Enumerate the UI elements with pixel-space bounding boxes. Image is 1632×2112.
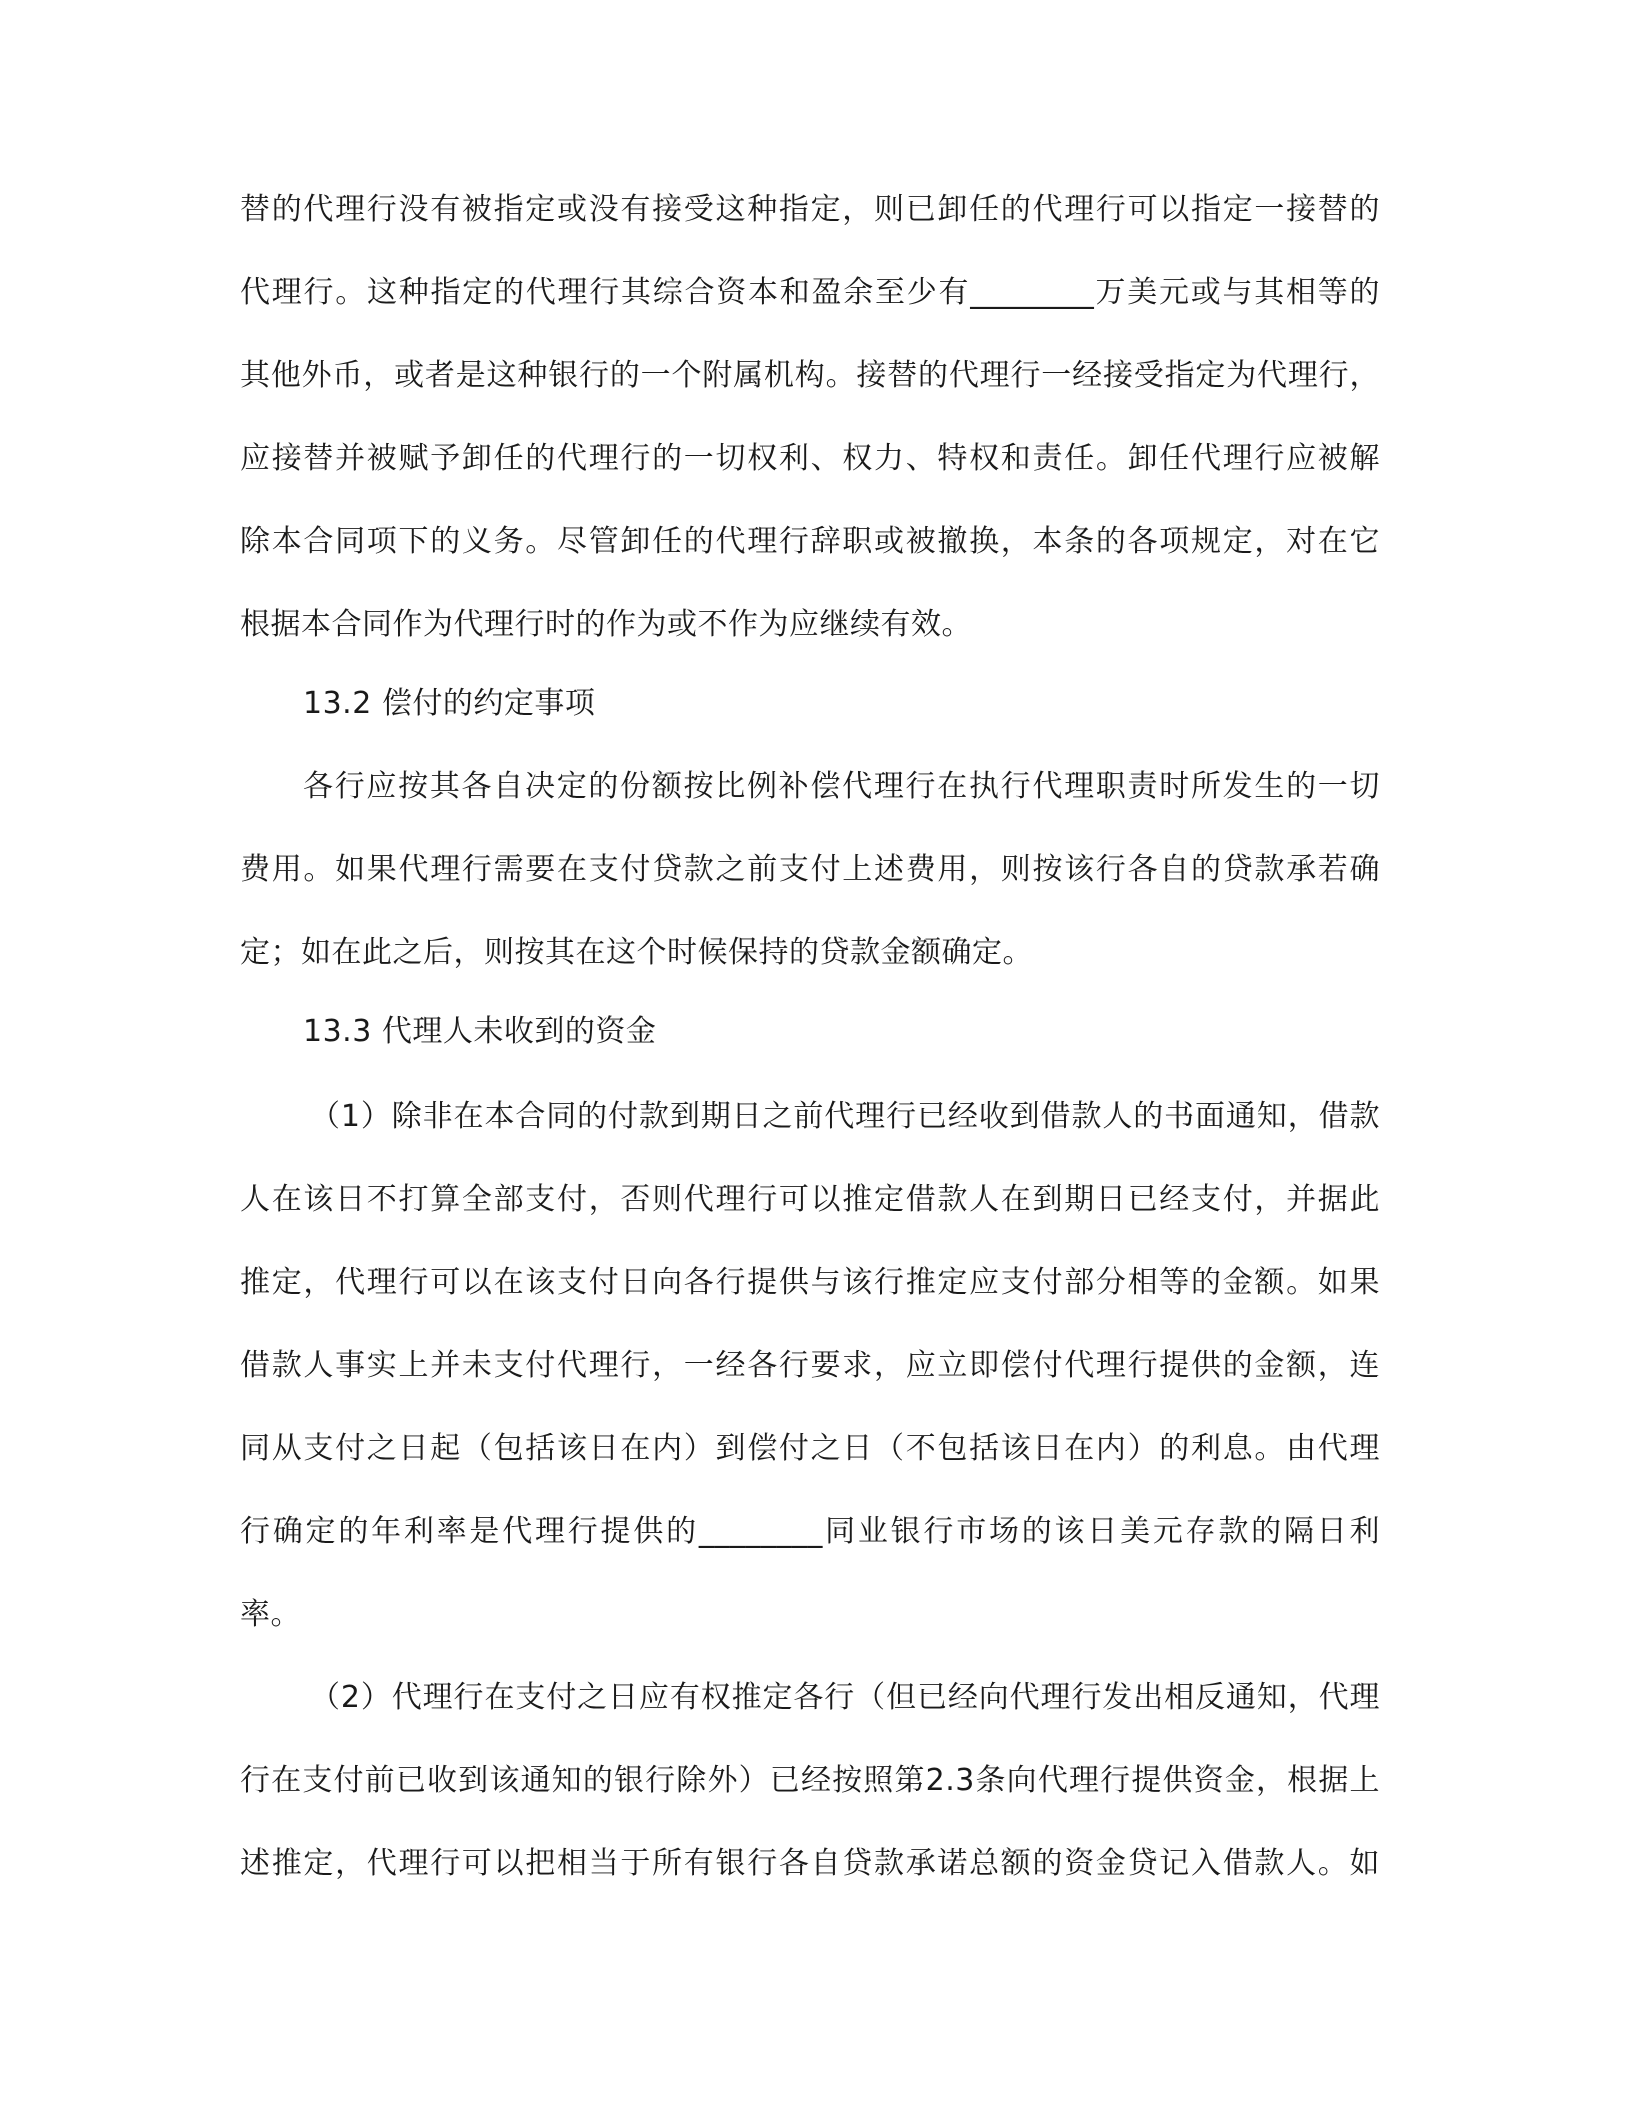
paragraph-line: （1）除非在本合同的付款到期日之前代理行已经收到借款人的书面通知，借款 [310,1099,1380,1134]
paragraph-line: 同从支付之日起（包括该日在内）到偿付之日（不包括该日在内）的利息。由代理 [240,1431,1380,1466]
paragraph-line: 替的代理行没有被指定或没有接受这种指定，则已卸任的代理行可以指定一接替的 [240,192,1380,227]
paragraph-line: 率。 [240,1597,301,1632]
paragraph-line: 推定，代理行可以在该支付日向各行提供与该行推定应支付部分相等的金额。如果 [240,1265,1380,1300]
paragraph-line: 费用。如果代理行需要在支付贷款之前支付上述费用，则按该行各自的贷款承若确 [240,852,1380,887]
paragraph-line: （2）代理行在支付之日应有权推定各行（但已经向代理行发出相反通知，代理 [310,1680,1380,1715]
paragraph-line: 借款人事实上并未支付代理行，一经各行要求，应立即偿付代理行提供的金额，连 [240,1348,1380,1383]
paragraph-line: 代理行。这种指定的代理行其综合资本和盈余至少有________万美元或与其相等的 [240,275,1380,310]
paragraph-line: 除本合同项下的义务。尽管卸任的代理行辞职或被撤换，本条的各项规定，对在它 [240,524,1380,559]
paragraph-line: 行在支付前已收到该通知的银行除外）已经按照第2.3条向代理行提供资金，根据上 [240,1763,1380,1798]
paragraph-line: 根据本合同作为代理行时的作为或不作为应继续有效。 [240,607,972,642]
paragraph-line: 其他外币，或者是这种银行的一个附属机构。接替的代理行一经接受指定为代理行， [240,358,1380,393]
paragraph-line: 定；如在此之后，则按其在这个时候保持的贷款金额确定。 [240,935,1033,970]
paragraph-line: 行确定的年利率是代理行提供的________同业银行市场的该日美元存款的隔日利 [240,1514,1380,1549]
paragraph-line: 人在该日不打算全部支付，否则代理行可以推定借款人在到期日已经支付，并据此 [240,1182,1380,1217]
section-heading: 13.3 代理人未收到的资金 [303,1014,657,1049]
paragraph-line: 述推定，代理行可以把相当于所有银行各自贷款承诺总额的资金贷记入借款人。如 [240,1846,1380,1881]
paragraph-line: 应接替并被赋予卸任的代理行的一切权利、权力、特权和责任。卸任代理行应被解 [240,441,1380,476]
paragraph-line: 各行应按其各自决定的份额按比例补偿代理行在执行代理职责时所发生的一切 [303,769,1380,804]
section-heading: 13.2 偿付的约定事项 [303,686,596,721]
